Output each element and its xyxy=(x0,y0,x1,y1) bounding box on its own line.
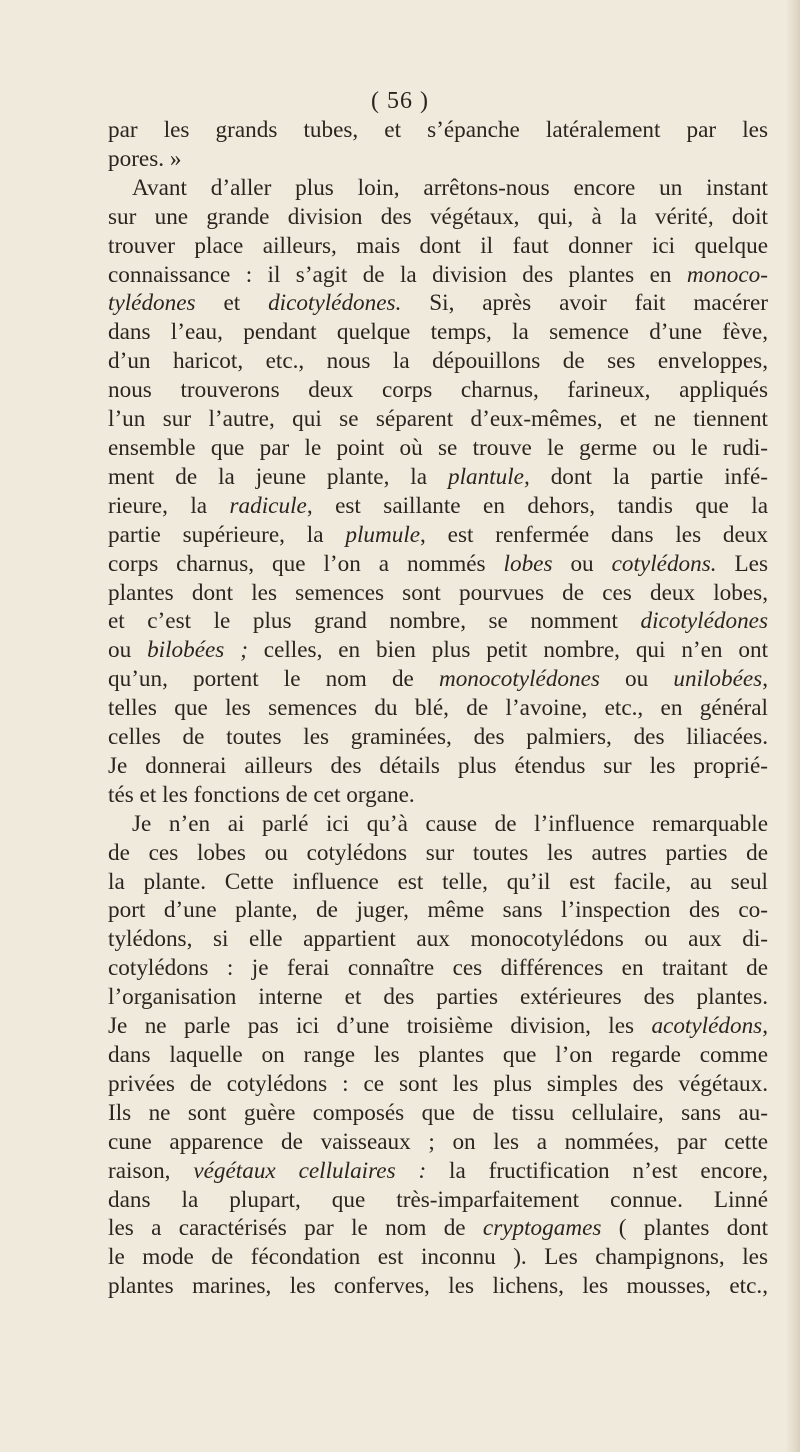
text-line xyxy=(108,1041,768,1070)
text-run: Si, après avoir fait macérer xyxy=(401,290,769,317)
text-run: raison, xyxy=(108,1157,194,1184)
text-run: la fructification n’est encore, xyxy=(426,1157,769,1184)
text-run: Avant d’aller plus loin, arrêtons-nous encore un instant xyxy=(132,174,768,201)
text-run: Je ne parle pas ici d’une troisième division, les xyxy=(108,1013,652,1040)
text-line xyxy=(108,203,768,232)
italic-term: dicotylédones xyxy=(640,608,768,635)
text-run: tylédons, si elle appartient aux monocotylédons ou aux di- xyxy=(108,926,768,953)
text-run: et xyxy=(195,290,269,317)
text-line xyxy=(108,810,768,839)
text-line xyxy=(108,723,768,752)
text-line xyxy=(108,868,768,897)
text-line xyxy=(108,463,768,492)
text-run: dans la plupart, que très-imparfaitement connue. Linné xyxy=(108,1186,768,1213)
italic-term: tylédones xyxy=(108,290,196,317)
text-line xyxy=(108,579,768,608)
text-run: celles, en bien plus petit nombre, qui n’en ont xyxy=(247,637,769,664)
text-line xyxy=(108,839,768,868)
text-run: d’un haricot, etc., nous la dépouillons de ses enveloppes, xyxy=(108,348,768,375)
text-line xyxy=(108,1272,768,1301)
italic-term: bilobées ; xyxy=(147,637,248,664)
text-run: rieure, la xyxy=(108,492,230,519)
text-line xyxy=(108,1099,768,1128)
text-run: telles que les semences du blé, de l’avoine, etc., en général xyxy=(108,695,768,722)
text-run: cotylédons : je ferai connaître ces différences en traitant de xyxy=(108,955,768,982)
text-run: la plante. Cette influence est telle, qu’il est facile, au seul xyxy=(108,868,768,895)
text-run: connaissance : il s’agit de la division des plantes en xyxy=(108,261,687,288)
italic-term: monoco- xyxy=(686,261,768,288)
text-line xyxy=(108,1214,768,1243)
text-run: Ils ne sont guère composés que de tissu cellulaire, sans au- xyxy=(108,1099,768,1126)
text-run: plantes marines, les conferves, les lichens, les mousses, etc., xyxy=(108,1273,768,1300)
text-line xyxy=(108,752,768,781)
text-run: , est saillante en dehors, tandis que la xyxy=(306,492,768,519)
text-run: sur une grande division des végétaux, qui, à la vérité, doit xyxy=(108,203,768,230)
text-line xyxy=(108,492,768,521)
text-run: dans l’eau, pendant quelque temps, la semence d’une fève, xyxy=(108,319,768,346)
text-run: privées de cotylédons : ce sont les plus simples des végétaux. xyxy=(108,1070,768,1097)
italic-term: plumule xyxy=(345,521,421,548)
italic-term: cotylédons. xyxy=(611,550,717,577)
text-line xyxy=(108,145,768,174)
text-line xyxy=(108,289,768,318)
italic-term: radicule xyxy=(229,492,307,519)
text-line xyxy=(108,376,768,405)
italic-term: unilobées xyxy=(673,666,763,693)
text-run: ment de la jeune plante, la xyxy=(108,463,448,490)
text-run: de ces lobes ou cotylédons sur toutes les autres parties de xyxy=(108,839,768,866)
text-run: , xyxy=(762,1013,768,1040)
text-run: les a caractérisés par le nom de xyxy=(108,1215,483,1242)
text-line xyxy=(108,954,768,983)
text-run: ensemble que par le point où se trouve le germe ou le rudi- xyxy=(108,434,768,461)
text-line xyxy=(108,694,768,723)
text-line xyxy=(108,521,768,550)
text-run: par les grands tubes, et s’épanche latéralement par les xyxy=(108,117,768,143)
text-line xyxy=(108,1157,768,1186)
text-run: pores. » xyxy=(108,145,182,172)
text-run: ou xyxy=(108,637,148,664)
text-run: dont la partie infé- xyxy=(529,463,768,490)
text-run: celles de toutes les graminées, des palmiers, des liliacées. xyxy=(108,724,768,751)
text-line xyxy=(108,1186,768,1215)
text-line xyxy=(108,1243,768,1272)
text-run: Je n’en ai parlé ici qu’à cause de l’influence remarquable xyxy=(132,810,768,837)
text-line xyxy=(108,781,768,810)
text-line xyxy=(108,347,768,376)
text-run: partie supérieure, la xyxy=(108,521,346,548)
text-run: , est renfermée dans les deux xyxy=(420,521,768,548)
text-run: et c’est le plus grand nombre, se nomment xyxy=(108,608,641,635)
text-run: qu’un, portent le nom de xyxy=(108,666,439,693)
text-line xyxy=(108,550,768,579)
text-run: trouver place ailleurs, mais dont il faut donner ici quelque xyxy=(108,232,768,259)
text-run: ou xyxy=(552,550,612,577)
text-line xyxy=(108,261,768,290)
text-run: Je donnerai ailleurs des détails plus étendus sur les proprié- xyxy=(108,752,768,779)
text-line xyxy=(108,1128,768,1157)
text-line xyxy=(108,896,768,925)
body-text xyxy=(108,116,768,1301)
text-line xyxy=(108,665,768,694)
text-run: dans laquelle on range les plantes que l’on regarde comme xyxy=(108,1042,768,1068)
italic-term: monocotylédones xyxy=(438,666,600,693)
text-run: le mode de fécondation est inconnu ). Les champignons, les xyxy=(108,1244,768,1271)
page-edge xyxy=(786,0,800,1452)
text-line xyxy=(108,1070,768,1099)
text-run: , xyxy=(762,666,769,693)
text-run: l’un sur l’autre, qui se séparent d’eux-mêmes, et ne tiennent xyxy=(108,406,768,433)
text-line xyxy=(108,405,768,434)
text-line xyxy=(108,636,768,665)
text-line xyxy=(108,434,768,463)
italic-term: acotylédons xyxy=(651,1013,763,1040)
text-line xyxy=(108,232,768,261)
text-run: tés et les fonctions de cet organe. xyxy=(108,781,415,808)
text-line xyxy=(108,174,768,203)
page-number: ( 56 ) xyxy=(371,88,429,114)
text-line xyxy=(108,925,768,954)
text-run: nous trouverons deux corps charnus, farineux, appliqués xyxy=(108,377,768,404)
text-run: plantes dont les semences sont pourvues de ces deux lobes, xyxy=(108,579,768,606)
italic-term: cryptogames xyxy=(482,1215,602,1242)
text-run: Les xyxy=(716,550,768,577)
text-line xyxy=(108,607,768,636)
text-run: cune apparence de vaisseaux ; on les a nommées, par cette xyxy=(108,1128,768,1155)
italic-term: végétaux cellulaires : xyxy=(193,1157,427,1184)
text-line xyxy=(108,116,768,145)
italic-term: lobes xyxy=(503,550,553,577)
text-run: ou xyxy=(599,666,674,693)
text-line xyxy=(108,983,768,1012)
text-line xyxy=(108,318,768,347)
text-run: corps charnus, que l’on a nommés xyxy=(108,550,504,577)
text-run: ( plantes dont xyxy=(601,1215,769,1242)
text-line xyxy=(108,1012,768,1041)
italic-term: dicotylédones. xyxy=(268,290,402,317)
text-run: l’organisation interne et des parties extérieures des plantes. xyxy=(108,984,768,1011)
text-run: port d’une plante, de juger, même sans l’inspection des co- xyxy=(108,897,768,924)
italic-term: plantule, xyxy=(447,463,530,490)
